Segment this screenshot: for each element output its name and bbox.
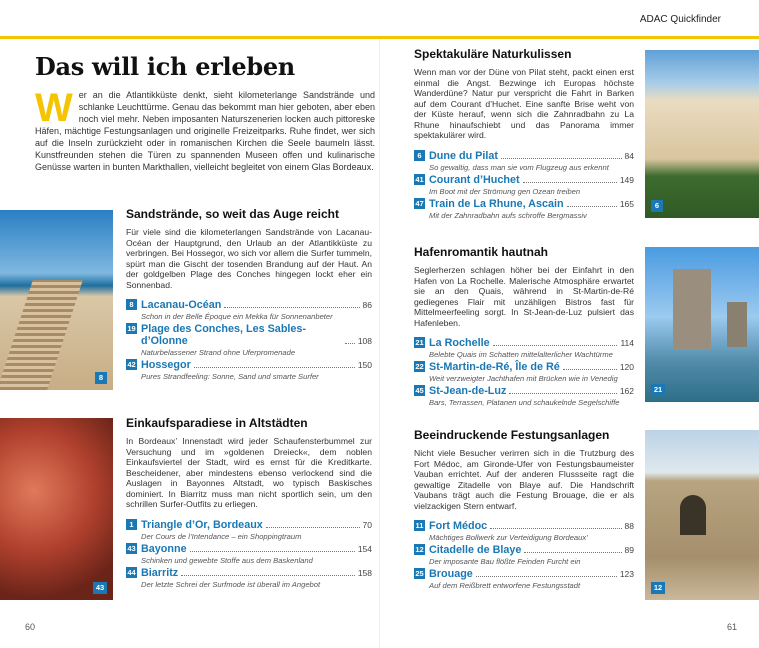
place-subtitle: Der Cours de l’Intendance – ein Shoppingtraum bbox=[141, 531, 302, 541]
place-entry[interactable] bbox=[126, 543, 372, 566]
place-entry[interactable] bbox=[414, 568, 634, 591]
section-body: Wenn man vor der Düne von Pilat steht, packt einen erst einmal die Angst. Bezwinge ich Europas höchste Wanderdüne? Natur pur verspricht die Fahrt in Barken auf dem Courant d’Huchet. Eine sanfte Brise weht von der Küste herauf, wenn sich die Zahnradbahn zu La Rhune hinaufschiebt und das Panorama immer spektakulärer wird. bbox=[414, 67, 634, 140]
place-subtitle: Der letzte Schrei der Surfmode ist überall im Angebot bbox=[141, 579, 321, 589]
page-reference: 120 bbox=[619, 362, 634, 372]
place-subtitle: Belebte Quais im Schatten mittelalterlicher Wachtürme bbox=[429, 350, 613, 359]
place-subtitle: Bars, Terrassen, Platanen und schaukelnde Segelschiffe bbox=[429, 398, 620, 407]
photo-badge: 43 bbox=[93, 582, 107, 594]
dot-leader bbox=[190, 551, 355, 552]
place-number-badge: 19 bbox=[127, 324, 136, 333]
dot-leader bbox=[224, 307, 359, 308]
section-body: Nicht viele Besucher verirren sich in die Trutzburg des Fort Médoc, am Gironde-Ufer von Festungsbaumeister Vauban errichtet. Auf der anderen Flussseite ragt die gewaltige Zitadelle von Blaye auf. Die Handschrift Vaubans trägt auch die Festung Brouage, die er als vielzackigen Stern entwarf. bbox=[414, 448, 634, 511]
place-entry[interactable] bbox=[414, 385, 634, 408]
place-subtitle: Pures Strandfeeling: Sonne, Sand und smarte Surfer bbox=[141, 372, 319, 381]
place-name[interactable]: Biarritz bbox=[141, 566, 179, 579]
page-gutter bbox=[379, 39, 380, 648]
place-number-badge: 45 bbox=[415, 386, 424, 395]
page-title: Das will ich erleben bbox=[35, 52, 295, 81]
page-reference: 149 bbox=[619, 174, 634, 185]
place-subtitle: Auf dem Reißbrett entworfene Festungsstadt bbox=[429, 581, 581, 590]
photo-dune bbox=[645, 50, 759, 218]
place-number-badge: 44 bbox=[127, 567, 136, 577]
page-reference: 162 bbox=[619, 386, 634, 396]
place-number-badge: 43 bbox=[127, 543, 136, 553]
page-reference: 70 bbox=[362, 519, 372, 530]
place-name[interactable]: Courant d’Huchet bbox=[429, 173, 520, 186]
place-number-badge: 47 bbox=[415, 198, 424, 208]
intro-text: er an die Atlantikküste denkt, sieht kilometerlange Sandstrände und schlanke Leuchttürme. Genau das bekommt man hier geboten, aber eben noch viel mehr. Neben imposanten Naturszenerien locken auch pittoreske Häfen, mächtige Festungsanlagen und originelle Freizeitparks. Ruhe findet, wer sich auf die Inseln zurückzieht oder in romanischen Kirchen die Seele baumeln lässt. Kunstfreunden stehen die Türen zu spannenden Museen offen und kulinarische Genüsse warten in bunten Markthallen, vielleicht begleitet von einem Glas Bordeaux. bbox=[35, 90, 375, 172]
page-reference: 123 bbox=[619, 569, 634, 579]
page-reference: 84 bbox=[624, 150, 634, 161]
page-reference: 89 bbox=[624, 545, 634, 555]
photo-harbour bbox=[645, 247, 759, 402]
section-heading: Spektakuläre Naturkulissen bbox=[414, 47, 572, 61]
place-name[interactable]: St-Jean-de-Luz bbox=[429, 385, 507, 397]
photo-badge: 8 bbox=[95, 372, 107, 384]
place-entry[interactable] bbox=[126, 359, 372, 382]
place-name[interactable]: Train de La Rhune, Ascain bbox=[429, 197, 564, 210]
place-subtitle: So gewaltig, dass man sie vom Flugzeug aus erkennt bbox=[429, 162, 609, 172]
place-number-badge: 41 bbox=[415, 174, 424, 184]
section-body: Seglerherzen schlagen höher bei der Einfahrt in den Hafen von La Rochelle. Malerische Atmosphäre erwartet sie an den Quais, während in St-Martin-de-Ré gediegenes Flair mit unzähligen Bistros fast für Mittelmeerfeeling sorgt. In St-Jean-de-Luz pulsiert das Hafenleben. bbox=[414, 265, 634, 328]
place-subtitle: Schinken und gewebte Stoffe aus dem Baskenland bbox=[141, 555, 313, 565]
place-name[interactable]: Citadelle de Blaye bbox=[429, 544, 522, 556]
place-number-badge: 42 bbox=[127, 360, 136, 369]
intro-paragraph bbox=[35, 89, 375, 173]
place-entry[interactable] bbox=[414, 337, 634, 360]
place-subtitle: Weit verzweigter Jachthafen mit Brücken wie in Venedig bbox=[429, 374, 618, 383]
page-reference: 165 bbox=[619, 198, 634, 209]
dot-leader bbox=[476, 576, 617, 577]
place-name[interactable]: Plage des Conches, Les Sables-d’Olonne bbox=[141, 323, 307, 347]
page-reference: 158 bbox=[357, 567, 372, 578]
photo-badge: 12 bbox=[651, 582, 665, 594]
section-heading: Einkaufsparadiese in Altstädten bbox=[126, 416, 308, 430]
place-entry[interactable] bbox=[414, 544, 634, 567]
section-heading: Sandstrände, so weit das Auge reicht bbox=[126, 207, 339, 221]
dot-leader bbox=[509, 393, 616, 394]
place-entry[interactable] bbox=[414, 361, 634, 384]
section-beaches bbox=[126, 207, 372, 383]
page-reference: 88 bbox=[624, 521, 634, 531]
place-name[interactable]: La Rochelle bbox=[429, 337, 490, 349]
place-number-badge: 25 bbox=[415, 569, 424, 578]
photo-ham bbox=[0, 418, 113, 600]
dot-leader bbox=[266, 527, 360, 528]
place-entry[interactable] bbox=[414, 198, 634, 221]
page-reference: 150 bbox=[357, 360, 372, 370]
place-number-badge: 8 bbox=[126, 299, 137, 310]
place-name[interactable]: Dune du Pilat bbox=[429, 149, 498, 162]
place-entry[interactable] bbox=[414, 150, 634, 173]
section-heading: Beeindruckende Festungsanlagen bbox=[414, 428, 610, 442]
page-reference: 154 bbox=[357, 543, 372, 554]
photo-citadel bbox=[645, 430, 759, 600]
photo-badge: 21 bbox=[651, 384, 665, 396]
place-entry[interactable] bbox=[126, 567, 372, 590]
section-heading: Hafenromantik hautnah bbox=[414, 245, 549, 259]
place-number-badge: 11 bbox=[415, 521, 424, 530]
dot-leader bbox=[501, 158, 622, 159]
place-number-badge: 21 bbox=[415, 338, 424, 347]
section-nature bbox=[414, 47, 634, 222]
section-body: In Bordeaux’ Innenstadt wird jeder Schaufensterbummel zur Versuchung und im »goldenen Dreieck«, dem noblen Einkaufsviertel der Stadt, wird es ernst für die Kreditkarte. Bescheidener, aber mindestens ebenso verlockend sind die Auslagen in Bayonnes Altstadt, wo typisch Baskisches dominiert. In Biarritz muss man nicht sportlich sein, um den schrillen Surfer-Outfits zu erliegen. bbox=[126, 436, 372, 509]
page-reference: 114 bbox=[620, 338, 634, 348]
place-name[interactable]: Brouage bbox=[429, 568, 473, 580]
dot-leader bbox=[490, 528, 621, 529]
page-reference: 108 bbox=[357, 336, 372, 346]
place-number-badge: 12 bbox=[415, 545, 424, 554]
place-name[interactable]: Hossegor bbox=[141, 359, 191, 371]
place-entry[interactable] bbox=[126, 519, 372, 542]
place-subtitle: Der imposante Bau flößte Feinden Furcht ein bbox=[429, 557, 581, 566]
page-number-right: 61 bbox=[727, 622, 738, 632]
photo-badge: 6 bbox=[651, 200, 663, 212]
dot-leader bbox=[345, 343, 355, 344]
running-title: ADAC Quickfinder bbox=[639, 14, 721, 25]
dot-leader bbox=[181, 575, 355, 576]
page-reference: 86 bbox=[362, 300, 372, 310]
place-entry[interactable] bbox=[414, 520, 634, 543]
place-name[interactable]: Bayonne bbox=[141, 542, 187, 555]
photo-beach bbox=[0, 210, 113, 390]
place-entry[interactable] bbox=[126, 299, 372, 322]
dot-leader bbox=[563, 369, 617, 370]
place-name[interactable]: St-Martin-de-Ré, Île de Ré bbox=[429, 361, 560, 373]
section-fortresses bbox=[414, 428, 634, 592]
dot-leader bbox=[194, 367, 355, 368]
place-entry[interactable] bbox=[414, 174, 634, 197]
place-entry[interactable] bbox=[126, 323, 372, 358]
place-subtitle: Naturbelassener Strand ohne Uferpromenade bbox=[141, 348, 296, 357]
page-number-left: 60 bbox=[25, 622, 36, 632]
place-name[interactable]: Triangle d’Or, Bordeaux bbox=[141, 518, 263, 531]
place-subtitle: Mit der Zahnradbahn aufs schroffe Bergmassiv bbox=[429, 210, 587, 220]
dot-leader bbox=[524, 552, 621, 553]
place-number-badge: 1 bbox=[126, 519, 137, 530]
place-subtitle: Im Boot mit der Strömung gen Ozean treiben bbox=[429, 186, 581, 196]
place-name[interactable]: Lacanau-Océan bbox=[141, 299, 222, 311]
place-subtitle: Schon in der Belle Époque ein Mekka für Sonnenanbeter bbox=[141, 312, 333, 321]
dot-leader bbox=[523, 182, 617, 183]
section-harbours bbox=[414, 245, 634, 409]
place-subtitle: Mächtiges Bollwerk zur Verteidigung Bordeaux’ bbox=[429, 533, 588, 542]
section-shopping bbox=[126, 416, 372, 591]
place-number-badge: 6 bbox=[414, 150, 425, 161]
place-number-badge: 22 bbox=[415, 362, 424, 371]
place-name[interactable]: Fort Médoc bbox=[429, 520, 488, 532]
section-body: Für viele sind die kilometerlangen Sandstrände von Lacanau-Océan der Hauptgrund, den Urlaub an der Atlantikküste zu verbringen. Bei Hossegor, wo sich vor allem die Surfer tummeln, spürt man die Gischt der tosenden Brandung auf der Haut. An der goldgelben Plage des Conches hingegen lockt eher ein Sonnenbad. bbox=[126, 227, 372, 290]
drop-cap: W bbox=[35, 91, 73, 125]
dot-leader bbox=[567, 206, 617, 207]
dot-leader bbox=[493, 345, 618, 346]
